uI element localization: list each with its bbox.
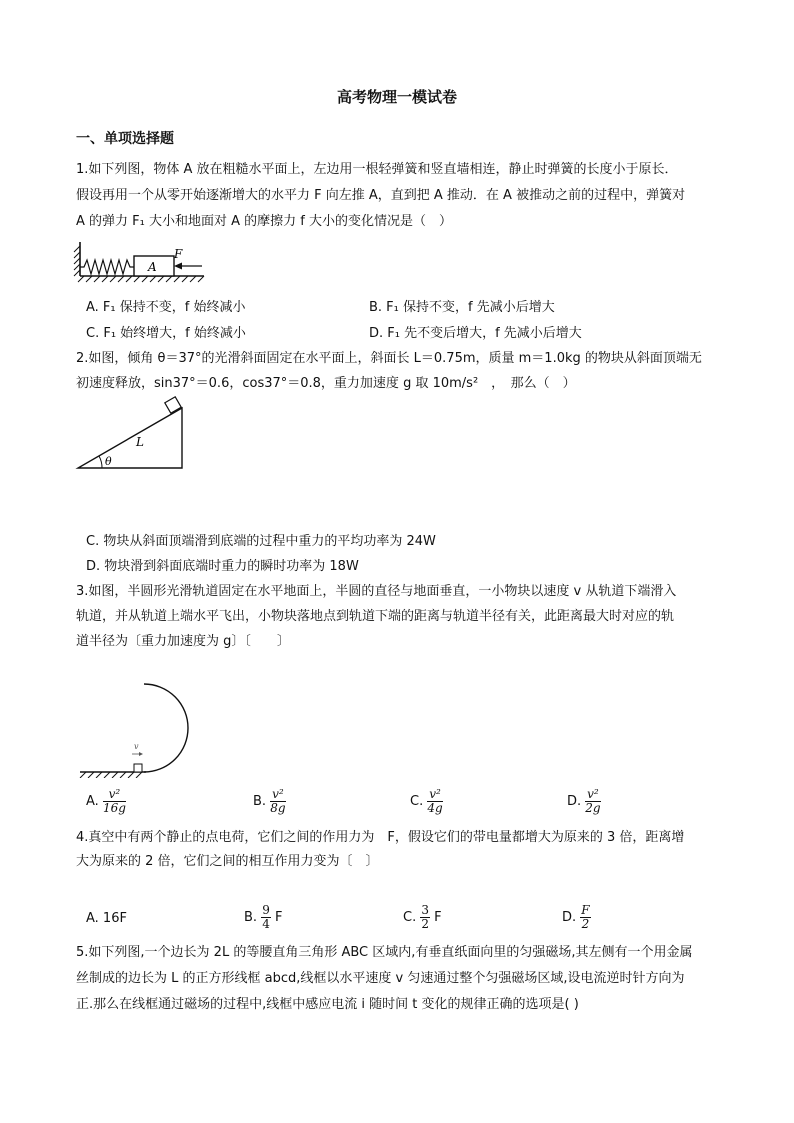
q1-option-a: A. F₁ 保持不变，f 始终减小 [86, 300, 246, 315]
numerator: v² [272, 787, 284, 801]
q1-line-1: 1.如下列图，物体 A 放在粗糙水平面上，左边用一根轻弹簧和竖直墙相连，静止时弹簧的长度小于原长． [76, 162, 678, 177]
q5-line-3: 正.那么在线框通过磁场的过程中,线框中感应电流 i 随时间 t 变化的规律正确的选项是( ) [76, 997, 579, 1012]
wall-hatch [74, 246, 80, 276]
fraction-d [585, 788, 600, 815]
q3-option-d [567, 788, 601, 816]
q4-option-d [562, 904, 591, 932]
denominator: 4 [262, 917, 270, 931]
q5-line-1: 5.如下列图,一个边长为 2L 的等腰直角三角形 ABC 区域内,有垂直纸面向里的匀强磁场,其左侧有一个用金属 [76, 945, 693, 960]
denominator: 2g [585, 801, 601, 815]
q2-option-d: D. 物块滑到斜面底端时重力的瞬时功率为 18W [86, 559, 359, 574]
incline-diagram [74, 394, 190, 474]
ground-hatch [80, 772, 142, 778]
force-label: F [174, 247, 183, 261]
denominator: 16g [102, 801, 126, 815]
q1-option-d: D. F₁ 先不变后增大，f 先减小后增大 [369, 326, 582, 341]
incline-length-label: L [136, 435, 144, 449]
denominator: 2 [421, 917, 429, 931]
q3-line-2: 轨道，并从轨道上端水平飞出，小物块落地点到轨道下端的距离与轨道半径有关，此距离最大时对应的轨 [76, 609, 675, 624]
q4-option-a: A. 16F [86, 911, 127, 926]
force-arrowhead [174, 263, 182, 270]
q1-line-2: 假设再用一个从零开始逐渐增大的水平力 F 向左推 A，直到把 A 推动．在 A 被推动之前的过程中，弹簧对 [76, 188, 686, 203]
denominator: 8g [270, 801, 286, 815]
spring [80, 260, 134, 274]
semicircle-track-diagram [76, 680, 192, 778]
option-label: A. [86, 794, 99, 809]
q3-line-3: 道半径为〔重力加速度为 g〕〔 〕 [76, 634, 290, 649]
angle-arc [99, 456, 102, 468]
semicircle-track [144, 684, 188, 772]
numerator: 9 [262, 903, 270, 917]
option-label: B. [244, 910, 258, 925]
page-title: 高考物理一模试卷 [336, 88, 457, 106]
incline-block [165, 397, 181, 413]
small-block [134, 764, 142, 772]
numerator: v² [429, 787, 441, 801]
q3-option-a [86, 788, 126, 816]
section-heading: 一、单项选择题 [76, 131, 174, 147]
q2-line-2: 初速度释放，sin37°＝0.6，cos37°＝0.8，重力加速度 g 取 10m/s² ， 那么（ ） [76, 376, 576, 391]
q1-option-b: B. F₁ 保持不变，f 先减小后增大 [369, 300, 555, 315]
denominator: 2 [581, 917, 590, 931]
fraction-c [427, 788, 442, 815]
denominator: 4g [427, 801, 443, 815]
numerator: v² [103, 788, 126, 802]
q1-option-c: C. F₁ 始终增大，f 始终减小 [86, 326, 246, 341]
option-label: D. [567, 794, 582, 809]
fraction-b [261, 904, 271, 931]
velocity-arrowhead [139, 752, 143, 756]
incline-triangle [78, 408, 182, 468]
fraction-b [270, 788, 285, 815]
option-label: B. [253, 794, 267, 809]
numerator: v² [587, 787, 599, 801]
q1-line-3: A 的弹力 F₁ 大小和地面对 A 的摩擦力 f 大小的变化情况是（ ） [76, 214, 452, 229]
floor-hatch [78, 276, 204, 282]
q4-option-c [403, 904, 442, 932]
incline-angle-label: θ [105, 455, 112, 468]
q3-line-1: 3.如图，半圆形光滑轨道固定在水平地面上，半圆的直径与地面垂直，一小物块以速度 v 从轨道下端滑入 [76, 584, 677, 599]
fraction-c [420, 904, 430, 931]
spring-block-diagram [70, 238, 210, 284]
option-label: C. [403, 910, 417, 925]
option-label: C. [410, 794, 424, 809]
q2-line-1: 2.如图，倾角 θ＝37°的光滑斜面固定在水平面上，斜面长 L＝0.75m，质量 m＝1.0kg 的物块从斜面顶端无 [76, 351, 702, 366]
numerator: 3 [421, 903, 429, 917]
q4-line-1: 4.真空中有两个静止的点电荷，它们之间的作用力为 F，假设它们的带电量都增大为原来的 3 倍，距离增 [76, 830, 685, 845]
fraction-a [103, 788, 126, 815]
block-label: A [148, 260, 157, 274]
q4-option-b [244, 904, 282, 932]
fraction-d [580, 904, 590, 931]
velocity-label: v [134, 742, 139, 751]
option-label: D. [562, 910, 577, 925]
q3-option-b [253, 788, 286, 816]
q2-option-c: C. 物块从斜面顶端滑到底端的过程中重力的平均功率为 24W [86, 534, 436, 549]
q4-line-2: 大为原来的 2 倍，它们之间的相互作用力变为〔 〕 [76, 854, 379, 869]
q5-line-2: 丝制成的边长为 L 的正方形线框 abcd,线框以水平速度 v 匀速通过整个匀强磁场区域,设电流逆时针方向为 [76, 971, 685, 986]
q3-option-c [410, 788, 443, 816]
unit: F [434, 910, 442, 925]
numerator: F [581, 903, 590, 917]
unit: F [274, 910, 283, 925]
